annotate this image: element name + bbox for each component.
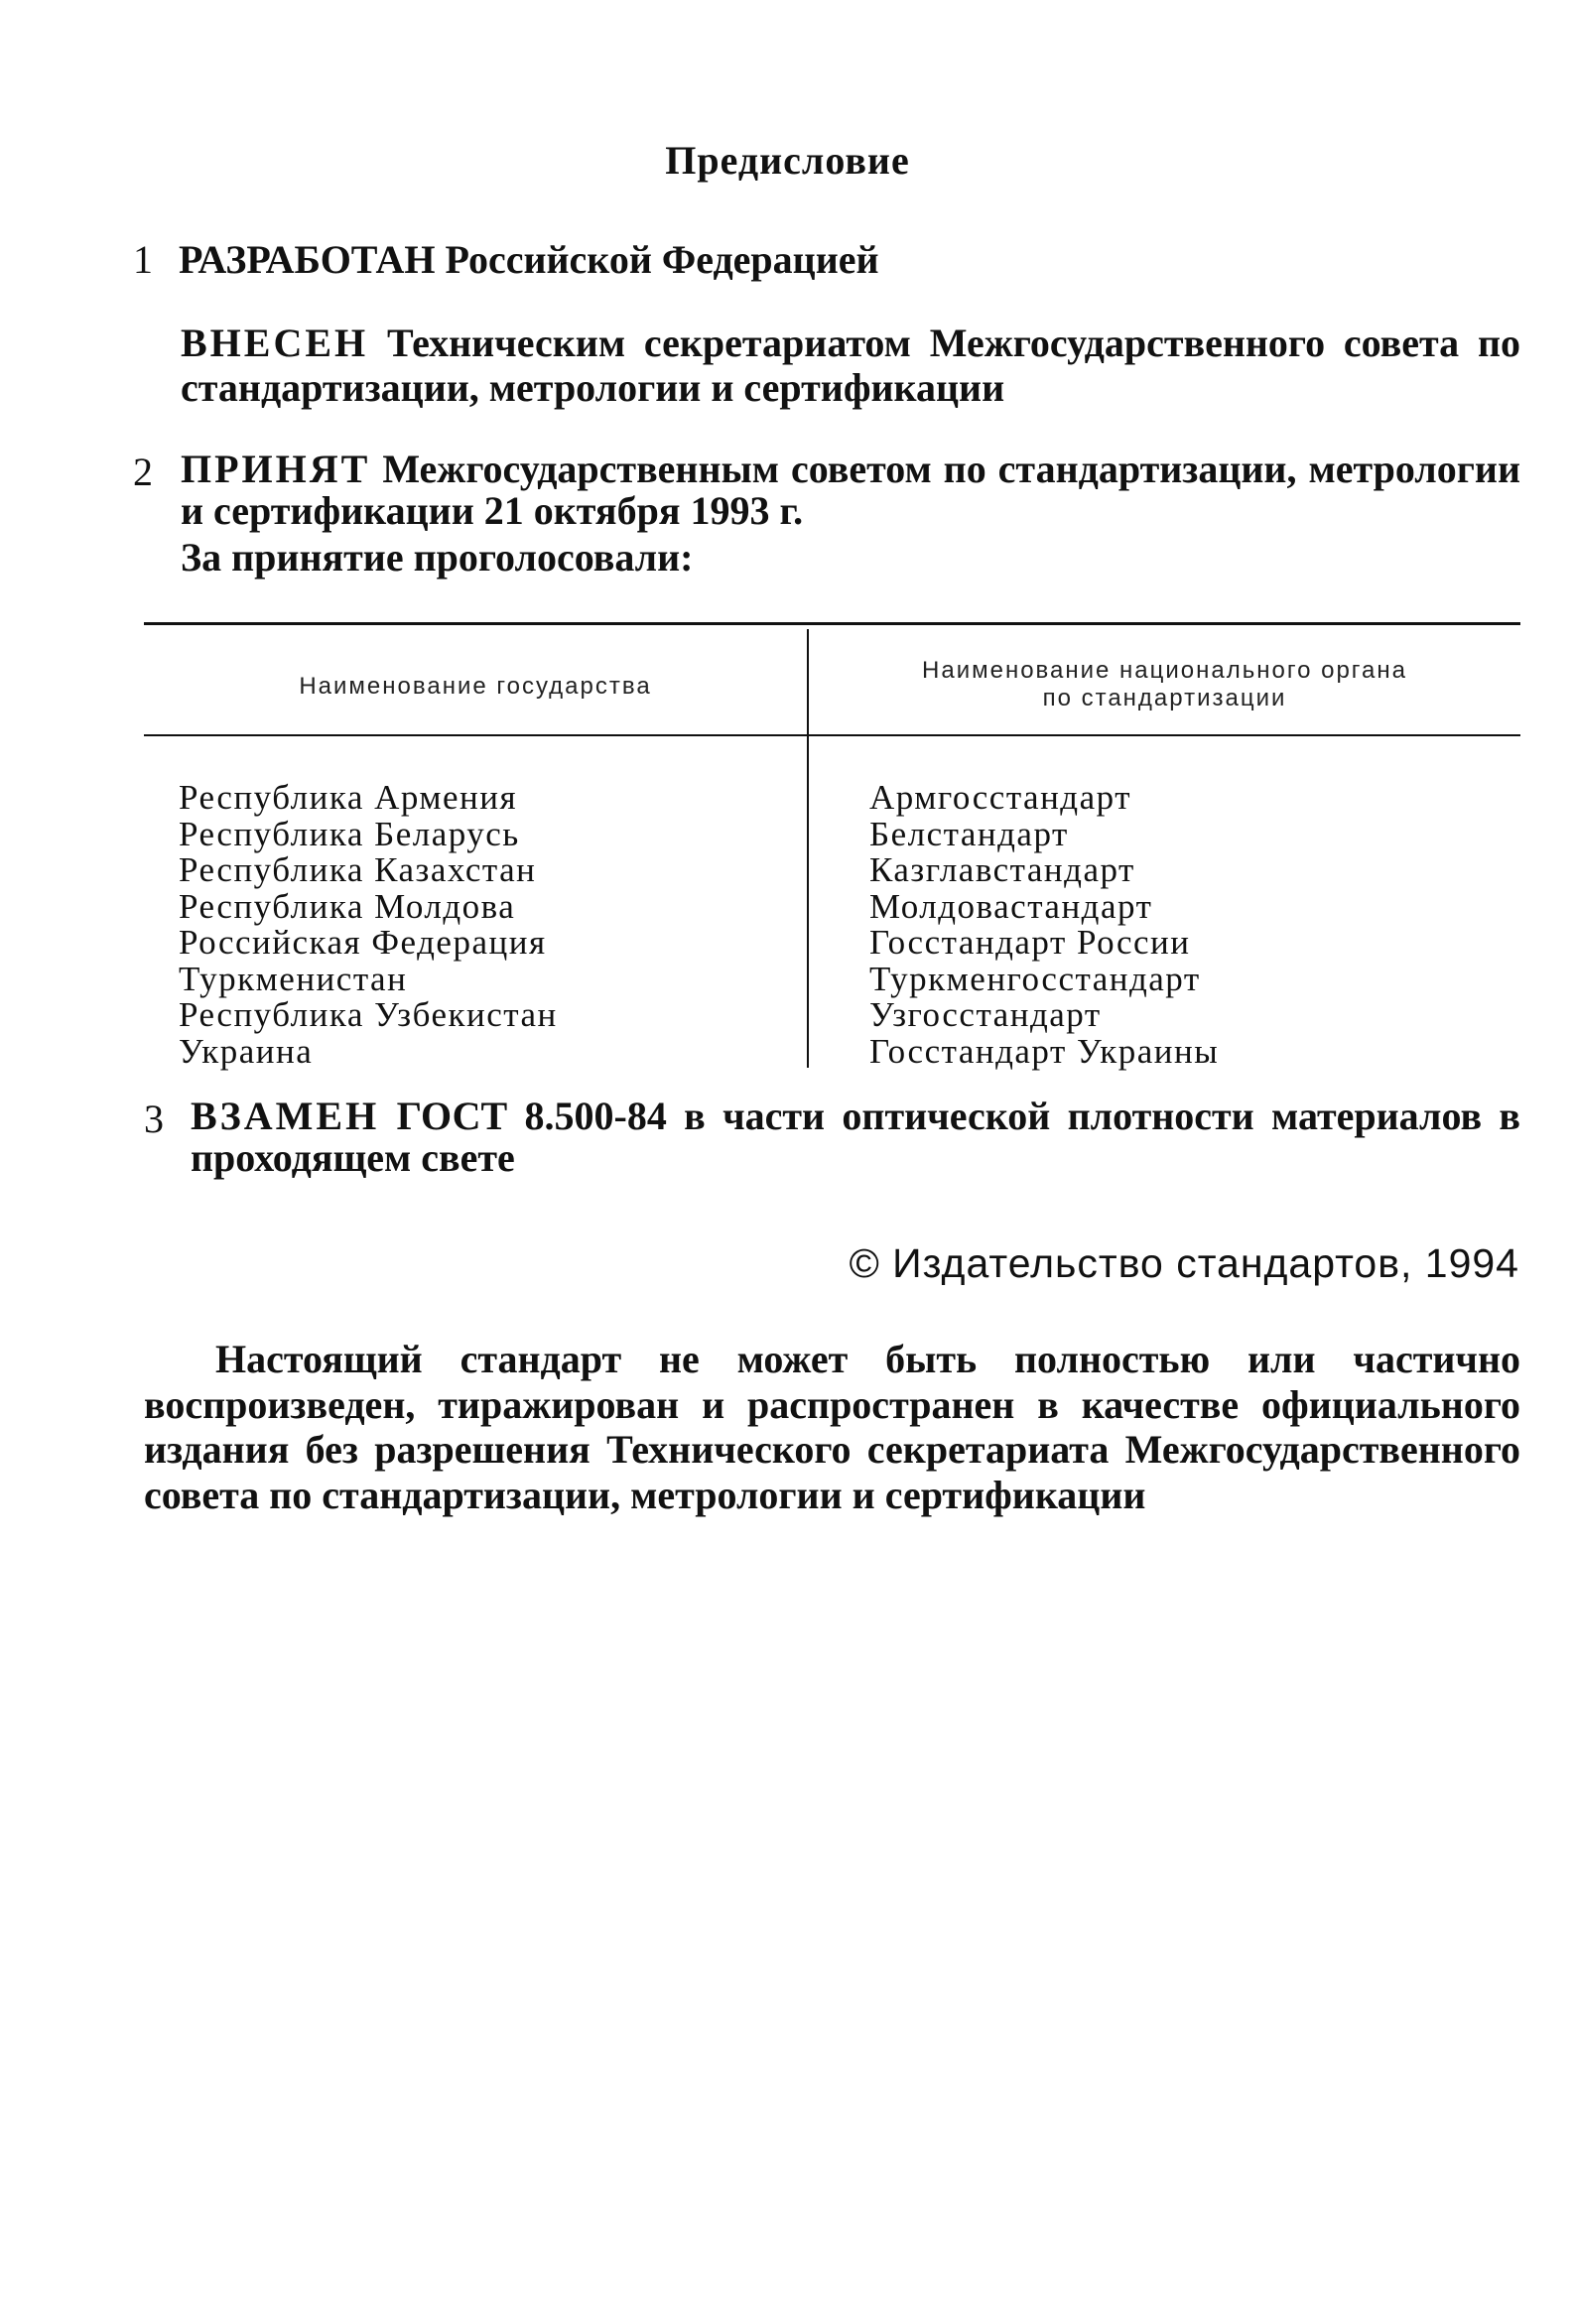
header-standards-body (809, 657, 1520, 712)
voted-label: За принятие проголосовали: (181, 535, 694, 580)
table-cell-body: Узгосстандарт (869, 995, 1102, 1034)
table-cell-state: Республика Беларусь (179, 814, 520, 853)
table-cell-state: Украина (179, 1031, 314, 1071)
item-1-text: Российской Федерацией (445, 237, 879, 282)
table-cell-body: Молдовастандарт (869, 886, 1153, 926)
item-2-paragraph (181, 449, 1520, 532)
table-cell-state: Туркменистан (179, 959, 408, 998)
table-cell-state: Республика Казахстан (179, 850, 537, 889)
table-cell-body: Госстандарт России (869, 923, 1191, 962)
introduced-text: Техническим секретариатом Межгосударственного совета по стандартизации, метрологии и сертификации (181, 321, 1521, 410)
item-3-number: 3 (144, 1097, 164, 1141)
header-body-line-1: Наименование национального органа (922, 657, 1407, 684)
item-1-number: 1 (133, 237, 153, 282)
table-cell-state: Российская Федерация (179, 923, 547, 962)
table-header-rule (144, 734, 1520, 736)
reproduction-notice: Настоящий стандарт не может быть полностью или частично воспроизведен, тиражирован и распространен в качестве официального издания без разрешения Технического секретариата Межгосударственного совета по стандартизации, метрологии и сертификации (144, 1337, 1520, 1517)
table-cell-body: Армгосстандарт (869, 778, 1131, 817)
table-cell-body: Госстандарт Украины (869, 1031, 1220, 1071)
table-cell-body: Казглавстандарт (869, 850, 1135, 889)
item-1-keyword: РАЗРАБОТАН (179, 237, 436, 282)
table-top-rule (144, 622, 1520, 625)
introduced-keyword: ВНЕСЕН (181, 321, 369, 365)
header-state: Наименование государства (299, 673, 652, 700)
table-cell-state: Республика Узбекистан (179, 995, 558, 1034)
header-body-line-2: по стандартизации (1042, 685, 1287, 711)
table-cell-state: Республика Молдова (179, 886, 516, 926)
page-title: Предисловие (665, 138, 910, 183)
introduced-paragraph (181, 321, 1520, 410)
table-cell-body: Туркменгосстандарт (869, 959, 1201, 998)
item-3-text: ГОСТ 8.500-84 в части оптической плотности материалов в проходящем свете (191, 1094, 1520, 1180)
item-2-number: 2 (133, 450, 153, 494)
item-3-paragraph (191, 1096, 1520, 1179)
item-1 (133, 236, 879, 284)
bodies-column (869, 780, 1219, 1070)
item-2-text: Межгосударственным советом по стандартизации, метрологии и сертификации 21 октября 1993 г. (181, 447, 1521, 533)
item-3-keyword: ВЗАМЕН (191, 1094, 380, 1138)
states-column (179, 780, 558, 1070)
table-cell-state: Республика Армения (179, 778, 518, 817)
copyright-line: © Издательство стандартов, 1994 (849, 1240, 1519, 1286)
item-2-keyword: ПРИНЯТ (181, 447, 371, 491)
table-cell-body: Белстандарт (869, 814, 1069, 853)
